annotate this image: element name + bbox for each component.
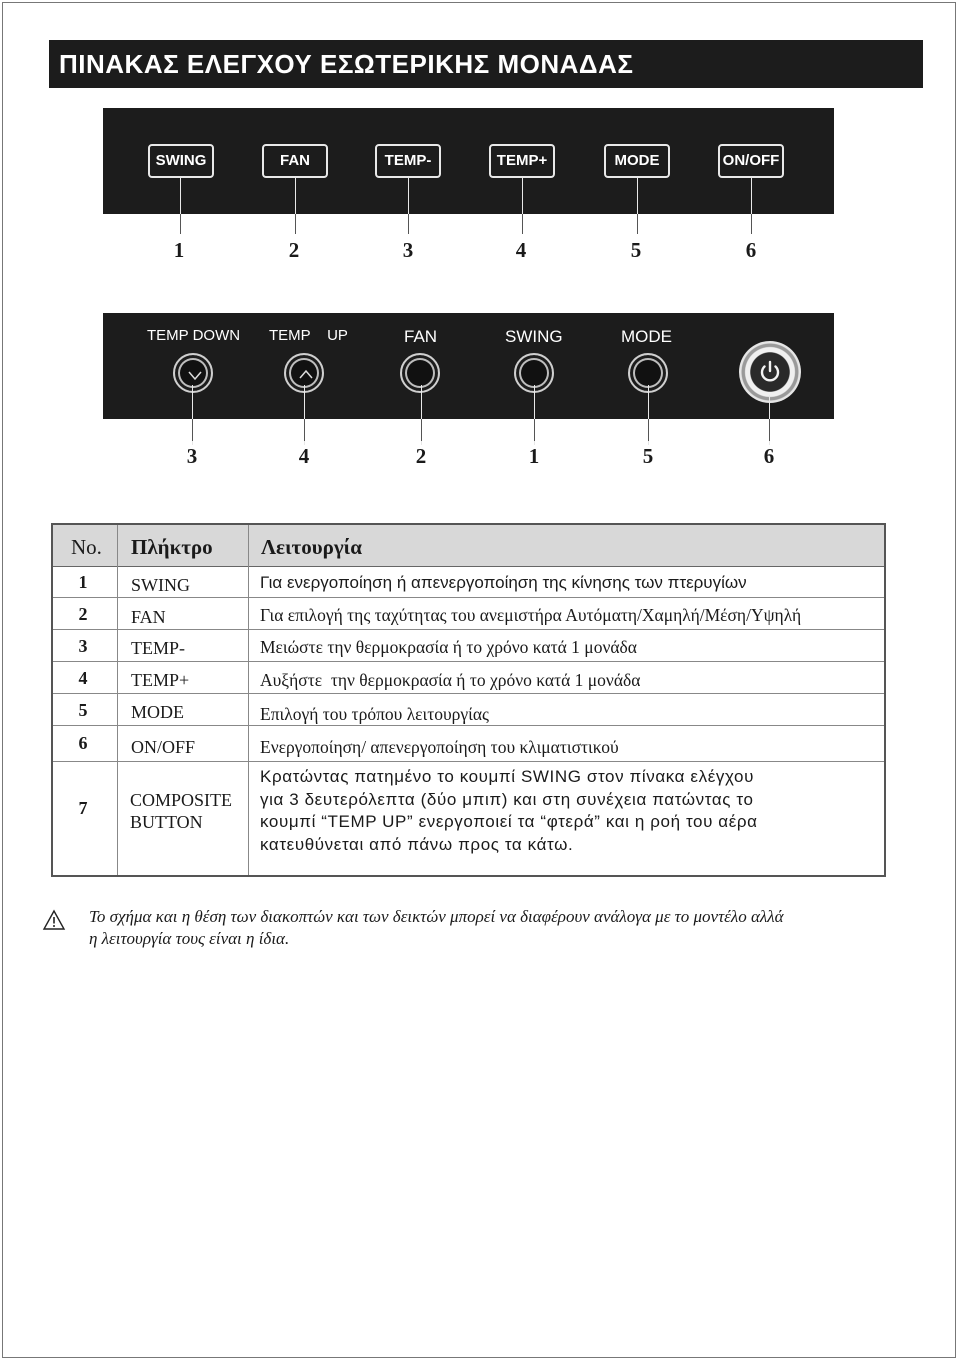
leader-line <box>637 214 638 234</box>
callout-number: 3 <box>186 444 198 468</box>
row-key-line: COMPOSITE <box>130 790 233 810</box>
chevron-down-icon <box>186 366 204 384</box>
note-line: η λειτουργία τους είναι η ίδια. <box>89 929 290 948</box>
leader-line <box>648 419 649 441</box>
row-divider <box>53 693 884 694</box>
page-title: ΠΙΝΑΚΑΣ ΕΛΕΓΧΟΥ ΕΣΩΤΕΡΙΚΗΣ ΜΟΝΑΔΑΣ <box>49 40 923 88</box>
callout-number: 6 <box>745 238 757 262</box>
callout-number: 5 <box>642 444 654 468</box>
leader-line <box>304 419 305 441</box>
leader-line <box>295 214 296 234</box>
chevron-up-icon <box>297 366 315 384</box>
power-icon <box>756 358 784 386</box>
row-function: Ενεργοποίηση/ απενεργοποίηση του κλιματιστικού <box>260 737 619 757</box>
swing-button[interactable]: SWING <box>148 144 214 178</box>
functions-table <box>51 523 886 877</box>
mode-label: MODE <box>621 327 672 346</box>
function-line: για 3 δευτερόλεπτα (δύο μπιπ) και στη συνέχεια πατώντας το <box>260 789 754 809</box>
leader-line <box>751 214 752 234</box>
temp-down-label: TEMP DOWN <box>147 327 241 344</box>
row-function: Μειώστε την θερμοκρασία ή το χρόνο κατά 1 μονάδα <box>260 637 637 657</box>
callout-number: 5 <box>630 238 642 262</box>
row-divider <box>53 761 884 762</box>
leader-line <box>769 419 770 441</box>
table-header <box>53 525 884 567</box>
column-divider <box>117 525 118 875</box>
callout-number: 1 <box>528 444 540 468</box>
row-key-line: BUTTON <box>130 812 203 832</box>
row-key: SWING <box>131 575 190 595</box>
leader-line <box>180 214 181 234</box>
temp-minus-button[interactable]: TEMP- <box>375 144 441 178</box>
callout-number: 2 <box>415 444 427 468</box>
row-number: 6 <box>78 733 88 753</box>
row-number: 7 <box>78 798 88 818</box>
function-line: Κρατώντας πατημένο το κουμπί SWING στον πίνακα ελέγχου <box>260 767 754 786</box>
row-key: TEMP- <box>131 638 185 658</box>
row-divider <box>53 725 884 726</box>
warning-icon <box>42 909 66 931</box>
control-panel-1 <box>103 108 834 214</box>
row-number: 2 <box>78 604 88 624</box>
function-line: κουμπί “TEMP UP” ενεργοποιεί τα “φτερά” και η ροή του αέρα <box>260 812 758 831</box>
callout-number: 2 <box>288 238 300 262</box>
row-number: 1 <box>78 572 88 592</box>
fan-label: FAN <box>404 327 438 346</box>
header-no: No. <box>71 535 102 559</box>
row-divider <box>53 629 884 630</box>
row-function: Για ενεργοποίηση ή απενεργοποίηση της κίνησης των πτερυγίων <box>260 573 747 592</box>
mode-button[interactable]: MODE <box>604 144 670 178</box>
row-key <box>130 789 255 833</box>
leader-line <box>534 419 535 441</box>
row-divider <box>53 661 884 662</box>
row-key: FAN <box>131 607 166 627</box>
row-function: Αυξήστε την θερμοκρασία ή το χρόνο κατά 1 μονάδα <box>260 670 641 690</box>
callout-number: 3 <box>402 238 414 262</box>
header-function: Λειτουργία <box>261 535 362 559</box>
row-number: 5 <box>78 700 88 720</box>
control-panel-2 <box>103 313 834 419</box>
callout-number: 6 <box>763 444 775 468</box>
row-key: MODE <box>131 702 184 722</box>
row-key: ON/OFF <box>131 737 196 757</box>
swing-label: SWING <box>505 327 563 346</box>
leader-line <box>192 419 193 441</box>
callout-number: 4 <box>298 444 310 468</box>
callout-number: 1 <box>173 238 185 262</box>
callout-number: 4 <box>515 238 527 262</box>
leader-line <box>408 214 409 234</box>
header-key: Πλήκτρο <box>131 535 213 559</box>
row-number: 4 <box>78 668 88 688</box>
fan-button[interactable] <box>400 353 440 393</box>
leader-line <box>522 214 523 234</box>
on-off-button[interactable]: ON/OFF <box>718 144 784 178</box>
function-line: κατευθύνεται από πάνω προς τα κάτω. <box>260 834 574 854</box>
row-function <box>260 766 860 856</box>
power-button[interactable] <box>739 341 801 403</box>
leader-line <box>421 419 422 441</box>
row-function: Επιλογή του τρόπου λειτουργίας <box>260 704 489 724</box>
temp-plus-button[interactable]: TEMP+ <box>489 144 555 178</box>
fan-button[interactable]: FAN <box>262 144 328 178</box>
note <box>89 906 899 950</box>
row-function: Για επιλογή της ταχύτητας του ανεμιστήρα Αυτόματη/Χαμηλή/Μέση/Υψηλή <box>260 605 802 625</box>
row-number: 3 <box>78 636 88 656</box>
row-divider <box>53 597 884 598</box>
temp-up-label: TEMP UP <box>269 327 348 344</box>
row-key: TEMP+ <box>131 670 190 690</box>
note-line: Το σχήμα και η θέση των διακοπτών και των δεικτών μπορεί να διαφέρουν ανάλογα με το μοντέλο αλλά <box>89 907 784 926</box>
temp-down-button[interactable] <box>173 353 213 393</box>
